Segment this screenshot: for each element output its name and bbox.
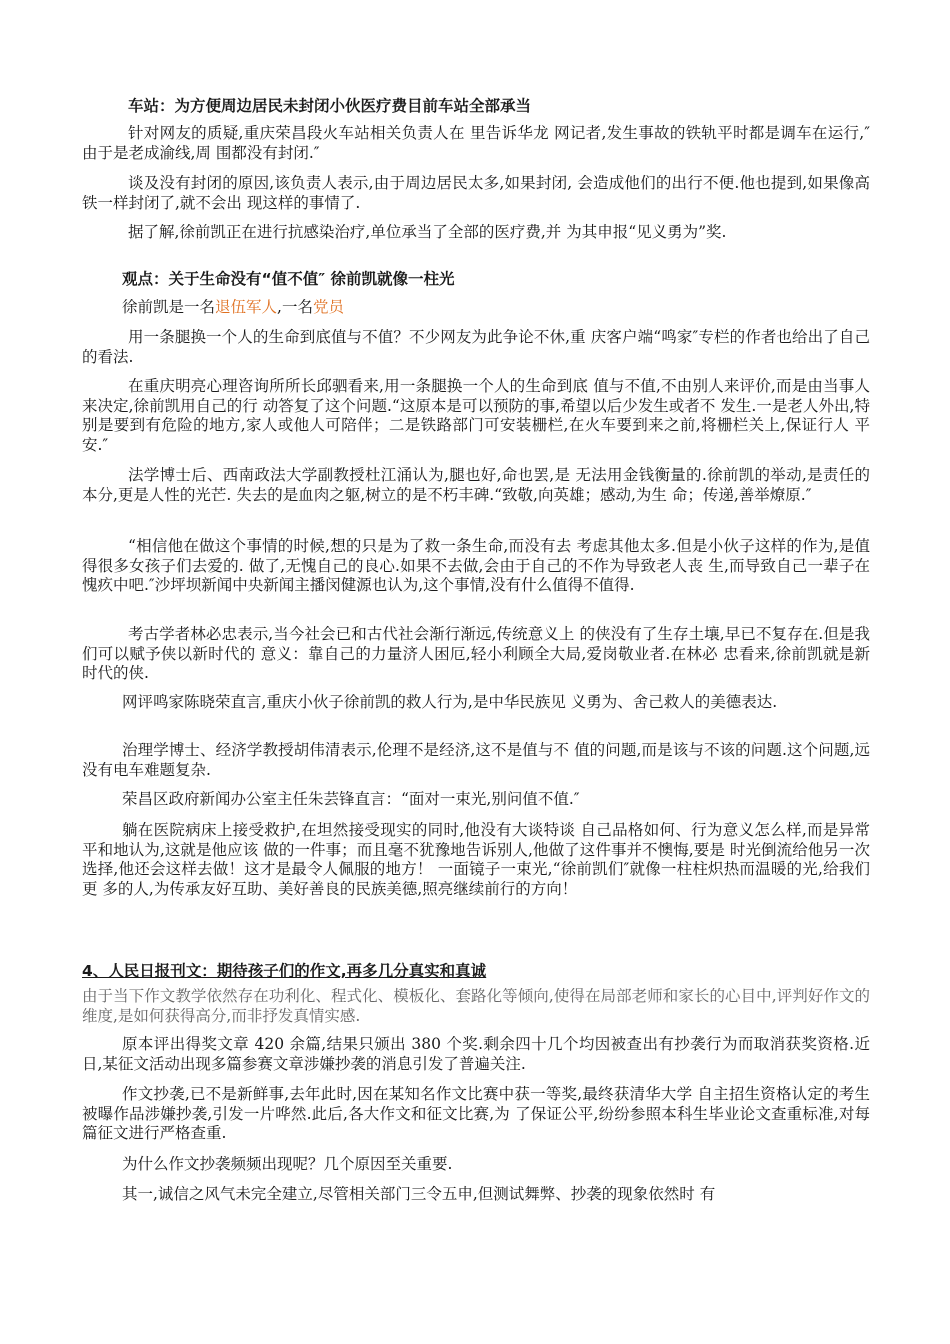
article-heading[interactable]: 4、人民日报刊文：期待孩子们的作文,再多几分真实和真诚 [82,962,487,980]
paragraph: 荣昌区政府新闻办公室主任朱芸锋直言：“面对一束光,别问值不值.″ [122,790,580,808]
paragraph-intro [82,298,870,318]
paragraph: 针对网友的质疑,重庆荣昌段火车站相关负责人在 里告诉华龙 网记者,发生事故的铁轨平时都是调车在运行,″ 由于是老成渝线,周 围都没有封闭.″ [82,124,870,162]
party-member-link[interactable]: 党员 [312,298,344,316]
paragraph: 考古学者林必忠表示,当今社会已和古代社会渐行渐远,传统意义上 的侠没有了生存土壤,早已不复存在.但是我们可以赋予侠以新时代的 意义：靠自己的力量济人困厄,轻小利顾全大局,爱岗敬业者.在林必 忠看来,徐前凯就是新时代的侠. [82,625,870,682]
paragraph: 谈及没有封闭的原因,该负责人表示,由于周边居民太多,如果封闭, 会造成他们的出行不便.他也提到,如果像高铁一样封闭了,就不会出 现这样的事情了. [82,174,870,212]
paragraph: 用一条腿换一个人的生命到底值与不值？不少网友为此争论不休,重 庆客户端“鸣家″专栏的作者也给出了自己的看法. [82,328,870,366]
paragraph: “相信他在做这个事情的时候,想的只是为了救一条生命,而没有去 考虑其他太多.但是小伙子这样的作为,是值得很多女孩子们去爱的. 做了,无愧自己的良心.如果不去做,会由于自己的不作为导致老人丧 生,而导致自己一辈子在愧疚中吧.″沙坪坝新闻中央新闻主播闵健源也认为,这个事情,没有什么值得不值得. [82,537,870,594]
paragraph: 为什么作文抄袭频频出现呢？几个原因至关重要. [122,1155,453,1173]
veteran-link[interactable]: 退伍军人 [215,298,278,316]
section-heading-viewpoint: 观点：关于生命没有“值不值″ 徐前凯就像一柱光 [122,270,455,288]
article-lead: 由于当下作文教学依然存在功利化、程式化、模板化、套路化等倾向,使得在局部老师和家长的心目中,评判好作文的维度,是如何获得高分,而非抒发真情实感. [82,987,870,1025]
paragraph: 作文抄袭,已不是新鲜事,去年此时,因在某知名作文比赛中获一等奖,最终获清华大学 自主招生资格认定的考生被曝作品涉嫌抄袭,引发一片哗然.此后,各大作文和征文比赛,为 了保证公平,纷纷参照本科生毕业论文查重标准,对每篇征文进行严格查重. [82,1085,870,1142]
paragraph: 在重庆明亮心理咨询所所长邱驷看来,用一条腿换一个人的生命到底 值与不值,不由别人来评价,而是由当事人来决定,徐前凯用自己的行 动答复了这个问题.“这原本是可以预防的事,希望以后少发生或者不 发生.一是老人外出,特别是要到有危险的地方,家人或他人可陪伴；二是铁路部门可安装栅栏,在火车要到来之前,将栅栏关上,保证行人 平安.″ [82,377,870,454]
section-heading-station: 车站：为方便周边居民未封闭小伙医疗费目前车站全部承当 [128,97,532,115]
intro-text-mid: ,一名 [277,298,313,316]
paragraph: 网评鸣家陈晓荣直言,重庆小伙子徐前凯的救人行为,是中华民族见 义勇为、舍己救人的美德表达. [122,693,778,711]
paragraph: 法学博士后、西南政法大学副教授杜江涌认为,腿也好,命也罢,是 无法用金钱衡量的.徐前凯的举动,是责任的本分,更是人性的光芒. 失去的是血肉之躯,树立的是不朽丰碑.“致敬,向英雄；感动,为生 命；传递,善举燎原.″ [82,466,870,504]
intro-text: 徐前凯是一名 [122,298,216,316]
paragraph: 躺在医院病床上接受救护,在坦然接受现实的同时,他没有大谈特谈 自己品格如何、行为意义怎么样,而是异常平和地认为,这就是他应该 做的一件事；而且毫不犹豫地告诉别人,他做了这件事并不懊悔,要是 时光倒流给他另一次选择,他还会这样去做！这才是最令人佩服的地方！ 一面镜子一束光,“徐前凯们″就像一柱柱炽热而温暖的光,给我们更 多的人,为传承友好互助、美好善良的民族美德,照亮继续前行的方向！ [82,821,870,898]
paragraph: 据了解,徐前凯正在进行抗感染治疗,单位承当了全部的医疗费,并 为其申报“见义勇为”奖. [128,223,727,241]
paragraph: 其一,诚信之风气未完全建立,尽管相关部门三令五申,但测试舞弊、抄袭的现象依然时 有 [122,1185,716,1203]
paragraph: 原本评出得奖文章 420 余篇,结果只颁出 380 个奖.剩余四十几个均因被查出有抄袭行为而取消获奖资格.近日,某征文活动出现多篇参赛文章涉嫌抄袭的消息引发了普遍关注. [82,1035,870,1073]
paragraph: 治理学博士、经济学教授胡伟清表示,伦理不是经济,这不是值与不 值的问题,而是该与不该的问题.这个问题,远没有电车难题复杂. [82,741,870,779]
